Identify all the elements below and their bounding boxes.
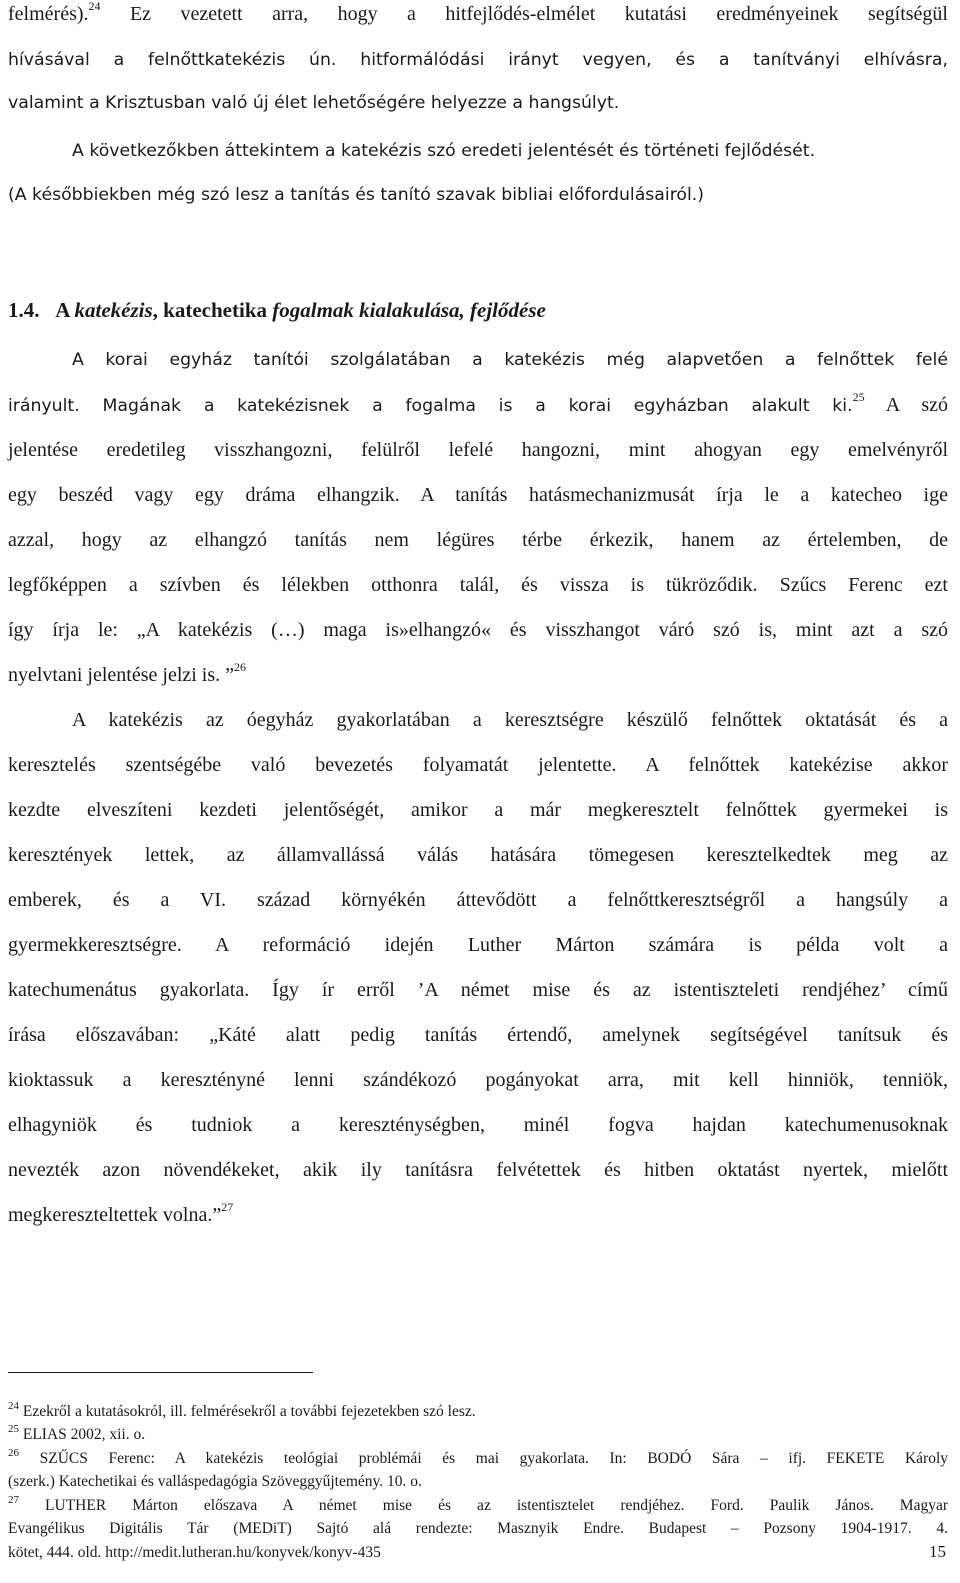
footnote-24: $^{24}$ Ezekről a kutatásokról, ill. felmérésekről a további fejezetekben szó lesz. xyxy=(8,1399,476,1420)
body-line: nyelvtani jelentése jelzi is. ”$^{26}$ xyxy=(8,660,247,686)
body-line: keresztelés szentségébe való bevezetés folyamatát jelentette. A felnőttek katekézise akkor xyxy=(8,754,948,776)
footnote-ref[interactable]: 26 xyxy=(234,660,247,675)
footnote-26: $^{26}$ SZŰCS Ferenc: A katekézis teológiai problémái és mai gyakorlata. In: BODÓ Sára – ifj. FEKETE Károly xyxy=(8,1446,948,1467)
body-line: kezdte elveszíteni kezdeti jelentőségét, amikor a már megkeresztelt felnőttek gyermekei is xyxy=(8,799,948,821)
body-line: felmérés).$^{24}$ Ez vezetett arra, hogy a hitfejlődés-elmélet kutatási eredményeinek segítségül xyxy=(8,0,948,25)
body-line: katechumenátus gyakorlata. Így ír erről ’A német mise és az istentiszteleti rendjéhez’ című xyxy=(8,979,948,1001)
body-line: hívásával a felnőttkatekézis ún. hitformálódási irányt vegyen, és a tanítványi elhívásra, xyxy=(8,50,948,70)
body-line: irányult. Magának a katekézisnek a fogalma is a korai egyházban alakult ki.$^{25}$ A szó xyxy=(8,390,948,416)
body-line: keresztények lettek, az államvallássá válás hatására tömegesen keresztelkedtek meg az xyxy=(8,844,948,866)
body-line: A következőkben áttekintem a katekézis szó eredeti jelentését és történeti fejlődését. xyxy=(72,141,816,161)
body-line: emberek, és a VI. század környékén áttevődött a felnőttkeresztségről a hangsúly a xyxy=(8,889,948,911)
body-line: írása előszavában: „Káté alatt pedig tanítás értendő, amelynek segítségével tanítsuk és xyxy=(8,1024,948,1046)
footnote-ref[interactable]: 25 xyxy=(852,390,865,405)
footnote-27: $^{27}$ LUTHER Márton előszava A német mise és az istentisztelet rendjéhez. Ford. Paulik János. Magyar xyxy=(8,1493,948,1514)
body-line: nevezték azon növendékeket, akik ily tanításra felvétettek és hitben oktatást nyertek, mielőtt xyxy=(8,1159,948,1181)
footnote-25: $^{25}$ ELIAS 2002, xii. o. xyxy=(8,1422,146,1443)
footnote-27-url[interactable]: kötet, 444. old. http://medit.lutheran.hu/konyvek/konyv-435 xyxy=(8,1544,381,1561)
body-line: így írja le: „A katekézis (…) maga is»elhangzó« és visszhangot váró szó is, mint azt a szó xyxy=(8,619,948,641)
body-line: kioktassuk a keresztényné lenni szándékozó pogányokat arra, mit kell hinniök, tenniök, xyxy=(8,1069,948,1091)
body-line: valamint a Krisztusban való új élet lehetőségére helyezze a hangsúlyt. xyxy=(8,93,620,113)
body-line: A katekézis az óegyház gyakorlatában a keresztségre készülő felnőttek oktatását és a xyxy=(72,709,948,731)
footnote-ref[interactable]: 24 xyxy=(88,0,101,14)
footnote-26-cont: (szerk.) Katechetikai és valláspedagógia Szöveggyűjtemény. 10. o. xyxy=(8,1473,422,1490)
body-line: gyermekkeresztségre. A reformáció idején Luther Márton számára is példa volt a xyxy=(8,934,948,956)
footnote-27-cont: Evangélikus Digitális Tár (MEDiT) Sajtó alá rendezte: Masznyik Endre. Budapest – Pozsony 1904-1917. 4. xyxy=(8,1520,948,1537)
body-line: jelentése eredetileg visszhangozni, felülről lefelé hangozni, mint ahogyan egy emelvényről xyxy=(8,439,948,461)
body-line: elhagyniök és tudniok a kereszténységben, minél fogva hajdan katechumenusoknak xyxy=(8,1114,948,1136)
page-number: 15 xyxy=(929,1542,946,1561)
body-line: legfőképpen a szívben és lélekben otthonra talál, és vissza is tükröződik. Szűcs Ferenc ezt xyxy=(8,574,948,596)
footnote-ref[interactable]: 27 xyxy=(221,1200,234,1215)
body-line: A korai egyház tanítói szolgálatában a katekézis még alapvetően a felnőttek felé xyxy=(72,350,948,370)
body-line: (A későbbiekben még szó lesz a tanítás és tanító szavak bibliai előfordulásairól.) xyxy=(8,185,705,205)
body-line: megkereszteltettek volna.”$^{27}$ xyxy=(8,1200,234,1226)
section-heading: 1.4. A katekézis, katechetika fogalmak kialakulása, fejlődése xyxy=(8,298,546,322)
body-line: azzal, hogy az elhangzó tanítás nem légüres térbe érkezik, hanem az értelemben, de xyxy=(8,529,948,551)
footnote-separator xyxy=(8,1372,313,1373)
body-line: egy beszéd vagy egy dráma elhangzik. A tanítás hatásmechanizmusát írja le a katecheo ige xyxy=(8,484,948,506)
